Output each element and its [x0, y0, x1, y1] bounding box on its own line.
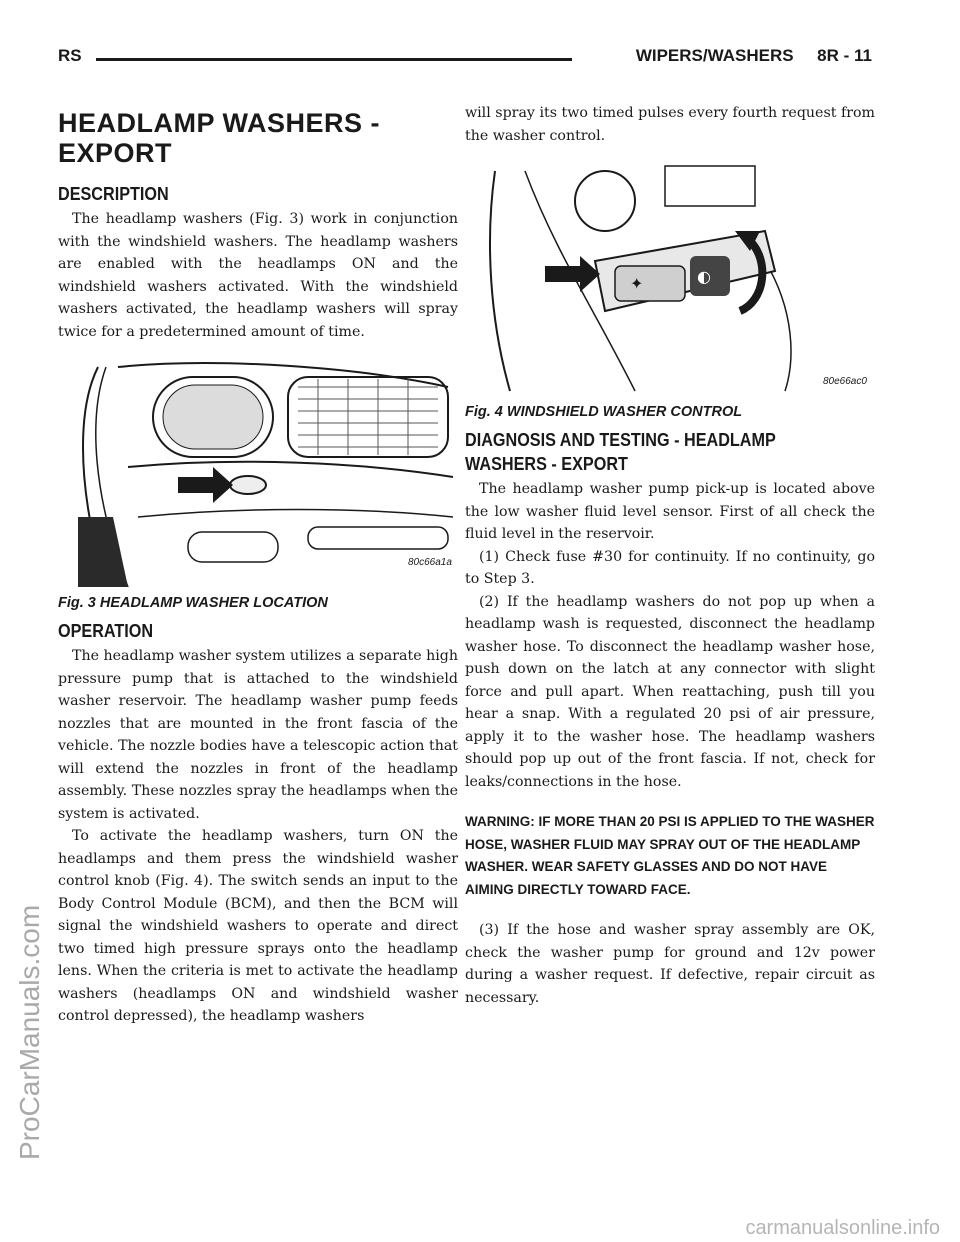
header-section-code: RS	[58, 46, 82, 65]
fig3-figure	[58, 357, 458, 611]
left-column	[58, 108, 458, 1028]
windshield-washer-control-illustration	[465, 161, 865, 396]
safety-warning: WARNING: IF MORE THAN 20 PSI IS APPLIED TO THE WASHER HOSE, WASHER FLUID MAY SPRAY OUT OF THE HEADLAMP WASHER. WEAR SAFETY GLASSES AND DO NOT HAVE AIMING DIRECTLY TOWARD FACE.	[465, 814, 875, 897]
diagnosis-paragraph: The headlamp washer pump pick-up is located above the low washer fluid level sensor. First of all check the fluid level in the reservoir.	[465, 481, 875, 542]
operation-heading: OPERATION	[58, 621, 154, 641]
header-chapter-page: WIPERS/WASHERS 8R - 11	[635, 46, 872, 65]
diagnosis-heading: DIAGNOSIS AND TESTING - HEADLAMP WASHERS - EXPORT	[465, 430, 776, 474]
operation-paragraph-2: To activate the headlamp washers, turn ON the headlamps and them press the windshield washer control knob (Fig. 4). The switch sends an input to the Body Control Module (BCM), and then the BCM will signal the windshield washers to operate and direct two timed high pressure sprays onto the headlamp lens. When the criteria is met to activate the headlamp washers (headlamps ON and windshield washer control depressed), the headlamp washers	[58, 828, 458, 1024]
fig3-caption: Fig. 3 HEADLAMP WASHER LOCATION	[58, 595, 328, 611]
fig3-code: 80c66a1a	[408, 557, 452, 568]
page-header	[58, 42, 872, 72]
fig4-figure	[465, 161, 875, 420]
fig4-code: 80e66ac0	[823, 376, 867, 387]
description-heading: DESCRIPTION	[58, 184, 169, 204]
continued-text: will spray its two timed pulses every fourth request from the washer control.	[465, 105, 875, 144]
header-rule	[96, 58, 572, 61]
side-watermark: ProCarManuals.com	[14, 904, 45, 1160]
description-text: The headlamp washers (Fig. 3) work in conjunction with the windshield washers. The headlamp washers are enabled with the headlamps ON and the windshield washers activated. With the windshield washers activated, the headlamp washers will spray twice for a predetermined amount of time.	[58, 211, 458, 340]
diagnosis-step-3: (3) If the hose and washer spray assembly are OK, check the washer pump for ground and 12v power during a washer request. If defective, repair circuit as necessary.	[465, 922, 875, 1006]
right-column	[465, 102, 875, 1009]
diagnosis-step-1: (1) Check fuse #30 for continuity. If no continuity, go to Step 3.	[465, 548, 875, 587]
section-title: HEADLAMP WASHERS - EXPORT	[58, 108, 381, 168]
footer-watermark: carmanualsonline.info	[745, 1217, 940, 1239]
diagnosis-step-2: (2) If the headlamp washers do not pop up when a headlamp wash is requested, disconnect the headlamp washer hose. To disconnect the headlamp washer hose, push down on the latch at any connector with slight force and pull apart. When reattaching, push till you hear a snap. With a regulated 20 psi of air pressure, apply it to the washer hose. The headlamp washers should pop up out of the front fascia. If not, check for leaks/connections in the hose.	[465, 593, 875, 790]
headlamp-washer-illustration	[58, 357, 458, 587]
svg-text:◐: ◐	[697, 267, 711, 286]
operation-paragraph-1: The headlamp washer system utilizes a separate high pressure pump that is attached to the windshield washer reservoir. The headlamp washer pump feeds nozzles that are mounted in the front fascia of the vehicle. The nozzle bodies have a telescopic action that will extend the nozzles in front of the headlamp assembly. These nozzles spray the headlamps when the system is activated.	[58, 648, 459, 822]
fig4-caption: Fig. 4 WINDSHIELD WASHER CONTROL	[465, 404, 743, 420]
svg-text:✦: ✦	[630, 274, 644, 293]
